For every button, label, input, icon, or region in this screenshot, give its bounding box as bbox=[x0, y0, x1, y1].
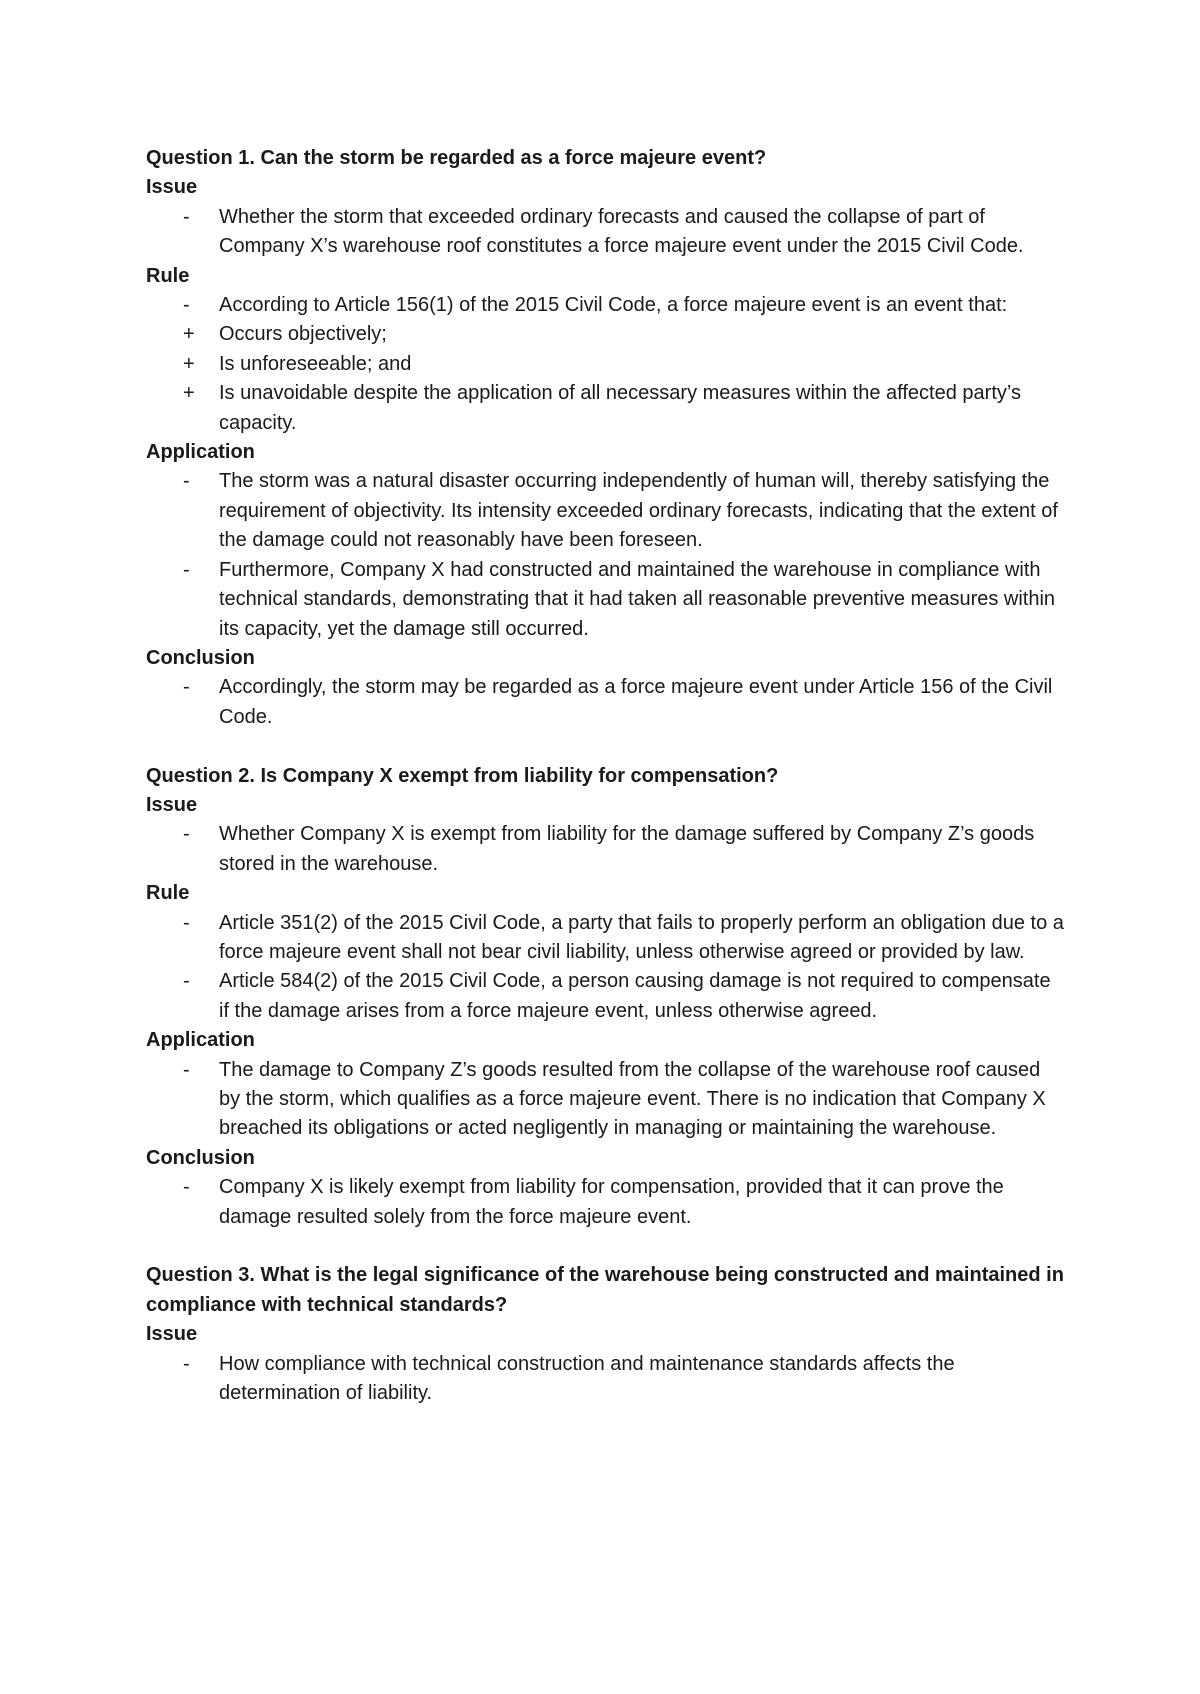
irac-section bbox=[146, 791, 1066, 879]
irac-section bbox=[146, 438, 1066, 644]
list-item bbox=[146, 673, 1066, 732]
question-section bbox=[146, 762, 1066, 1233]
list-marker: - bbox=[183, 1058, 190, 1081]
list-item bbox=[146, 820, 1066, 879]
section-heading: Conclusion bbox=[146, 646, 255, 669]
question-section bbox=[146, 1261, 1066, 1408]
list-item bbox=[146, 1173, 1066, 1232]
section-heading: Issue bbox=[146, 793, 198, 816]
list-item-text: Furthermore, Company X had constructed and maintained the warehouse in compliance with technical standards, demonstrating that it had taken all reasonable preventive measures within its capacity, yet the damage still occurred. bbox=[219, 558, 1056, 640]
list-item bbox=[146, 967, 1066, 1026]
list-item-text: Whether the storm that exceeded ordinary forecasts and caused the collapse of part of Company X’s warehouse roof constitutes a force majeure event under the 2015 Civil Code. bbox=[219, 205, 1024, 258]
list-item-text: The damage to Company Z’s goods resulted from the collapse of the warehouse roof caused by the storm, which qualifies as a force majeure event. There is no indication that Company X breached its obligations or acted negligently in managing or maintaining the warehouse. bbox=[219, 1058, 1046, 1140]
list-item-text: Whether Company X is exempt from liability for the damage suffered by Company Z’s goods stored in the warehouse. bbox=[219, 823, 1035, 875]
section-heading: Issue bbox=[146, 1323, 198, 1346]
list-item-text: The storm was a natural disaster occurring independently of human will, thereby satisfying the requirement of objectivity. Its intensity exceeded ordinary forecasts, indicating that the extent of the damage could not reasonably have been foreseen. bbox=[219, 470, 1058, 552]
list-item bbox=[146, 909, 1066, 968]
question-title: Question 1. Can the storm be regarded as a force majeure event? bbox=[146, 147, 767, 169]
list-marker: - bbox=[183, 205, 190, 228]
section-heading: Rule bbox=[146, 882, 190, 905]
list-item bbox=[146, 379, 1066, 438]
list-marker: - bbox=[183, 558, 190, 581]
list-item bbox=[146, 350, 1066, 379]
list-marker: + bbox=[183, 323, 195, 346]
list-item bbox=[146, 467, 1066, 555]
list-item bbox=[146, 1056, 1066, 1144]
section-heading: Application bbox=[146, 441, 255, 464]
list-marker: - bbox=[183, 911, 190, 934]
list-item-text: According to Article 156(1) of the 2015 Civil Code, a force majeure event is an event that: bbox=[219, 294, 1008, 317]
list-item-text: Article 351(2) of the 2015 Civil Code, a party that fails to properly perform an obligation due to a force majeure event shall not bear civil liability, unless otherwise agreed or provided by law. bbox=[219, 911, 1064, 963]
list-item-text: Occurs objectively; bbox=[219, 323, 387, 346]
section-heading: Rule bbox=[146, 264, 190, 287]
list-item-text: Company X is likely exempt from liability for compensation, provided that it can prove the damage resulted solely from the force majeure event. bbox=[219, 1176, 1004, 1228]
section-heading: Issue bbox=[146, 176, 198, 199]
irac-section bbox=[146, 1026, 1066, 1144]
list-marker: - bbox=[183, 470, 190, 493]
list-item bbox=[146, 1350, 1066, 1409]
question-section bbox=[146, 144, 1066, 732]
list-item-text: Is unforeseeable; and bbox=[219, 352, 412, 375]
list-item-text: Is unavoidable despite the application of all necessary measures within the affected party’s capacity. bbox=[219, 382, 1021, 434]
irac-section bbox=[146, 1144, 1066, 1232]
question-title: Question 2. Is Company X exempt from liability for compensation? bbox=[146, 764, 779, 787]
list-marker: - bbox=[183, 970, 190, 993]
list-item-text: Article 584(2) of the 2015 Civil Code, a person causing damage is not required to compensate if the damage arises from a force majeure event, unless otherwise agreed. bbox=[219, 970, 1051, 1022]
section-heading: Application bbox=[146, 1029, 255, 1052]
list-item-text: Accordingly, the storm may be regarded as a force majeure event under Article 156 of the Civil Code. bbox=[219, 676, 1053, 728]
list-marker: - bbox=[183, 294, 190, 317]
irac-section bbox=[146, 644, 1066, 732]
list-item bbox=[146, 203, 1066, 262]
list-item bbox=[146, 556, 1066, 644]
list-marker: + bbox=[183, 382, 195, 405]
document-body bbox=[146, 144, 1066, 1438]
question-title: Question 3. What is the legal significance of the warehouse being constructed and maintained in compliance with technical standards? bbox=[146, 1264, 1064, 1316]
irac-section bbox=[146, 262, 1066, 438]
list-item-text: How compliance with technical construction and maintenance standards affects the determination of liability. bbox=[219, 1352, 955, 1405]
section-heading: Conclusion bbox=[146, 1146, 255, 1169]
list-marker: - bbox=[183, 1176, 190, 1199]
list-marker: - bbox=[183, 676, 190, 699]
list-item bbox=[146, 291, 1066, 320]
list-marker: - bbox=[183, 823, 190, 846]
list-marker: + bbox=[183, 352, 195, 375]
irac-section bbox=[146, 173, 1066, 261]
list-item bbox=[146, 320, 1066, 349]
irac-section bbox=[146, 1320, 1066, 1408]
list-marker: - bbox=[183, 1352, 190, 1375]
irac-section bbox=[146, 879, 1066, 1026]
